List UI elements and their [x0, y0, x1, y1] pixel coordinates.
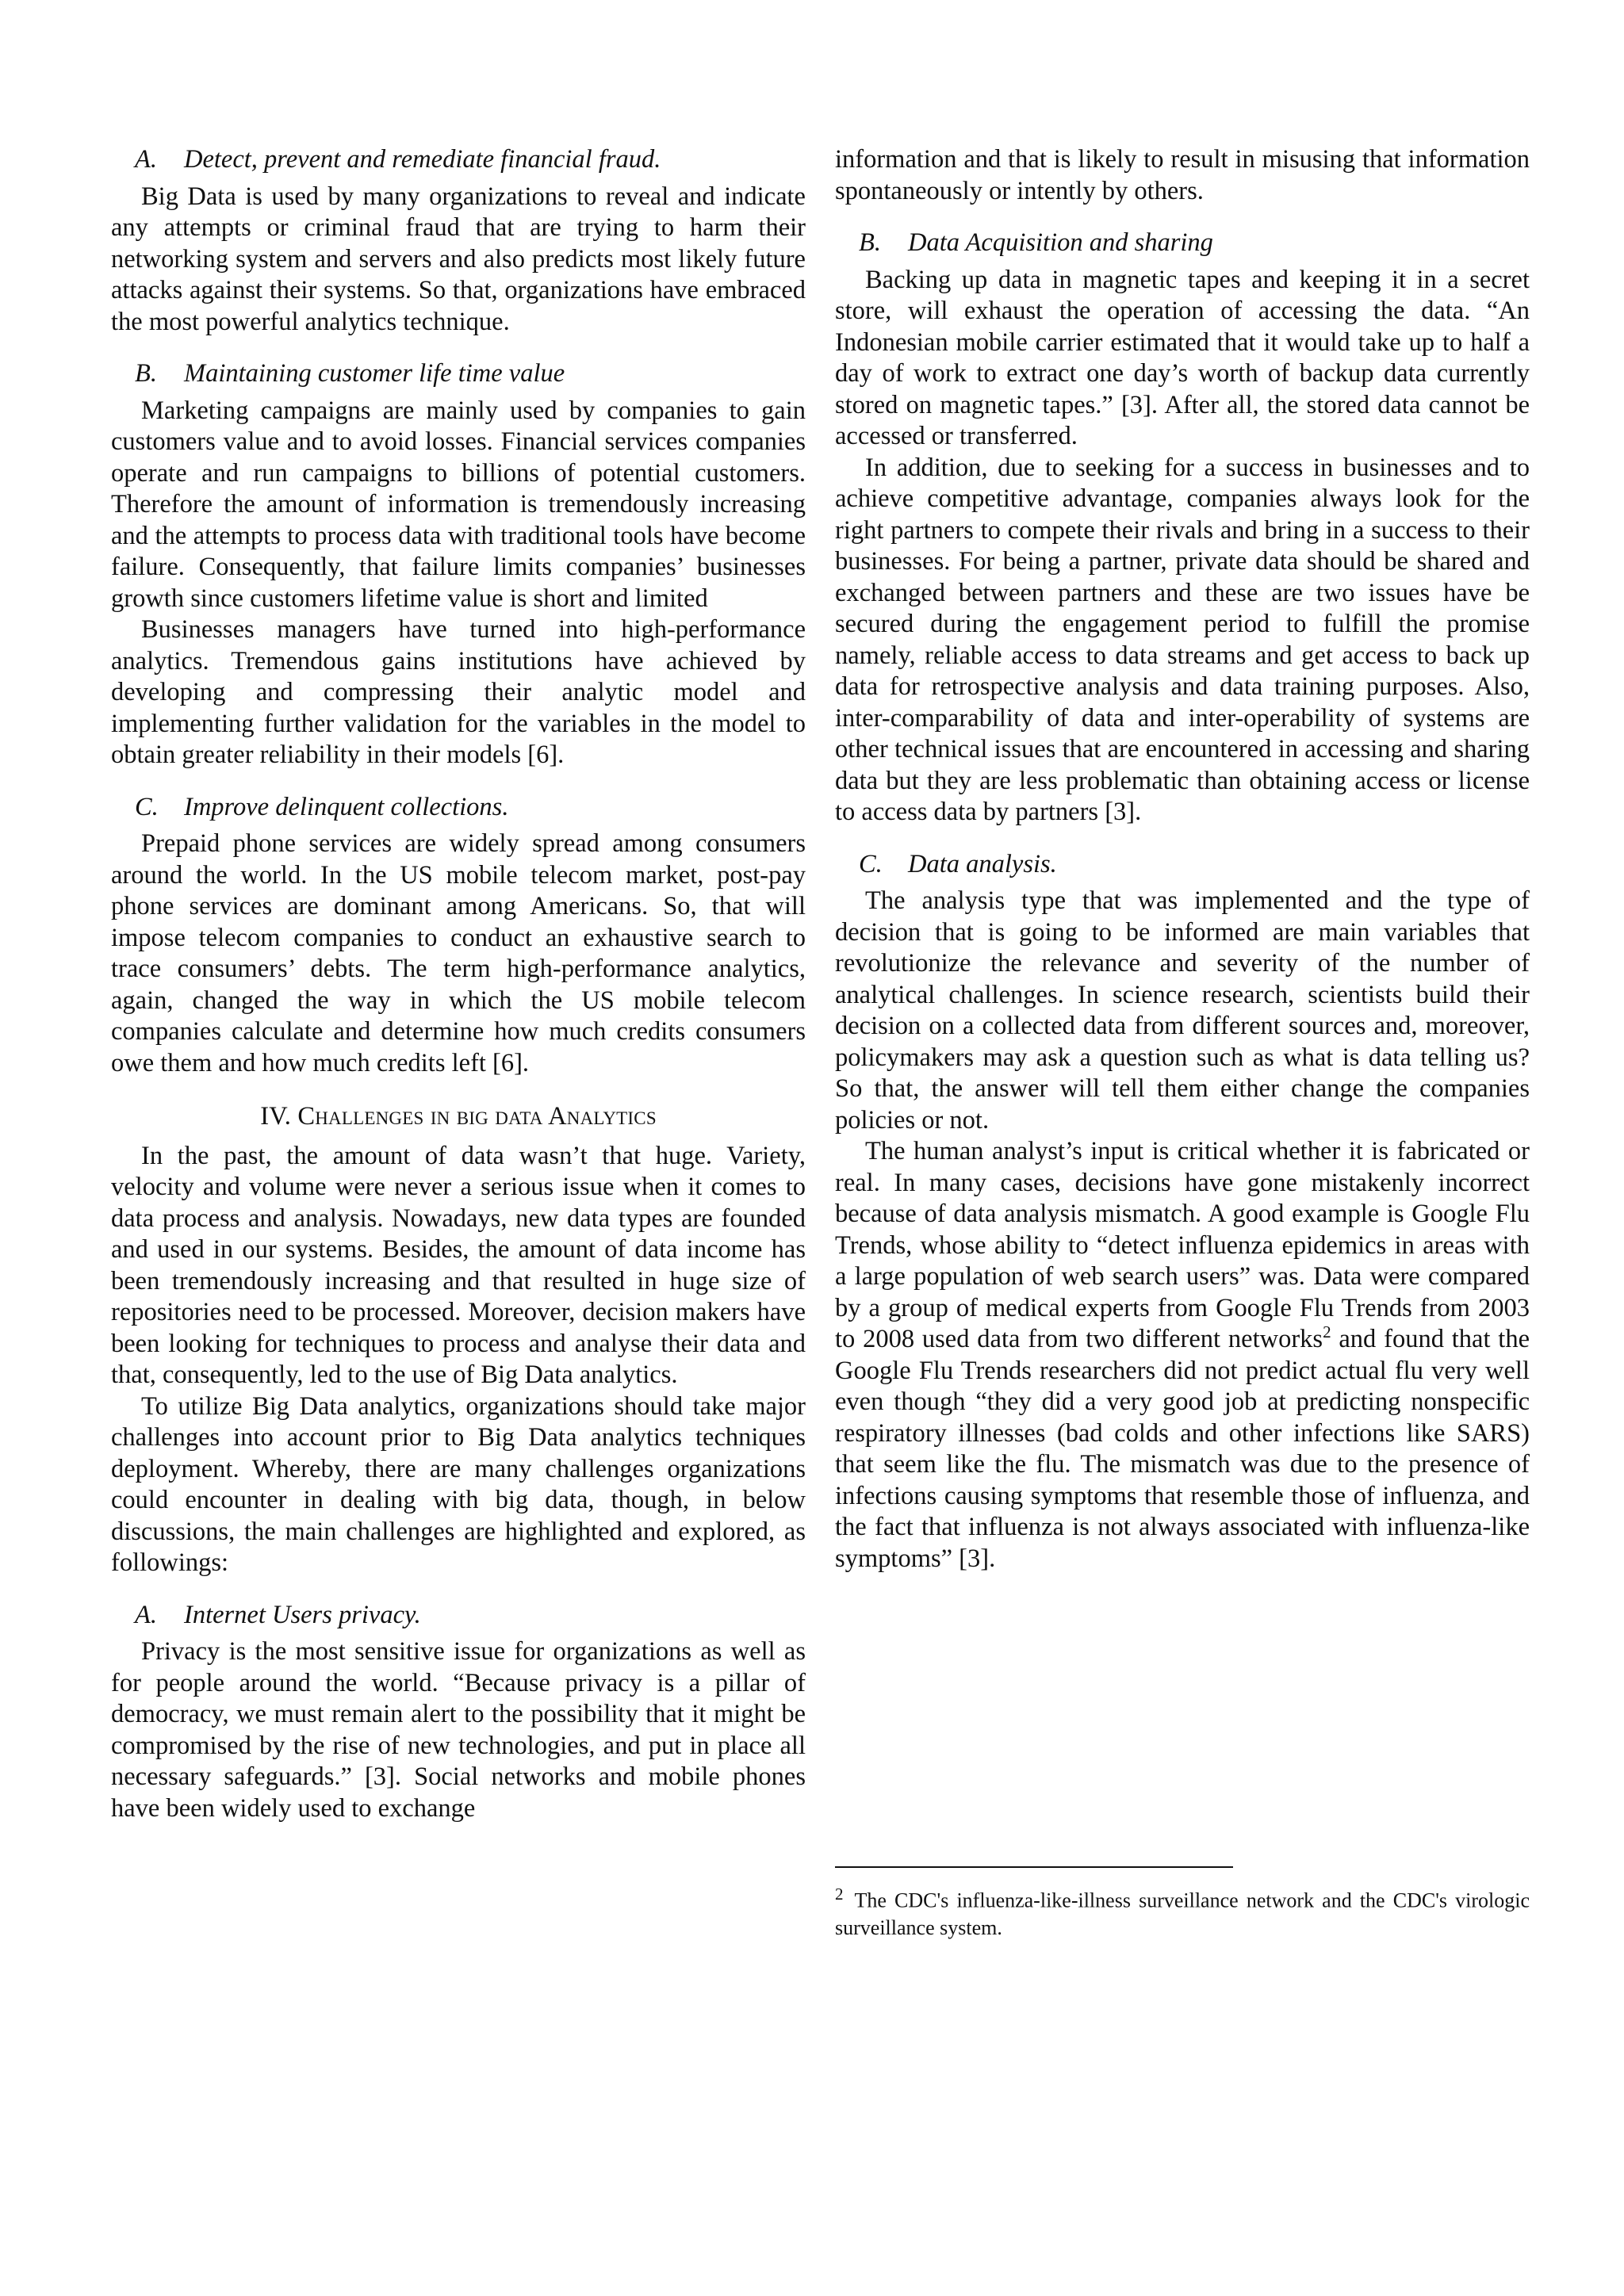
footnote — [835, 1881, 1530, 1942]
subsection-label: B. — [135, 359, 157, 388]
left-column — [111, 144, 806, 1824]
subsection-label: A. — [135, 145, 157, 174]
paragraph-continued: information and that is likely to result in misusing that information spontaneously or intently by others. — [835, 145, 1530, 205]
section-heading-challenges: IV. Challenges in big data Analytics — [260, 1102, 657, 1131]
footnote-marker: 2 — [835, 1885, 844, 1904]
subsection-title-fraud — [111, 144, 806, 176]
subsection-text: Data analysis. — [908, 849, 1057, 878]
footnote-divider — [835, 1866, 1233, 1868]
paragraph: The analysis type that was implemented and the type of decision that is going to be informed are main variables that revolutionize the relevance and severity of the number of analytical challenges. In science research, scientists build their decision on a collected data from different sources and, moreover, policymakers may ask a question such as what is data telling us? So that, the answer will tell them either change the companies policies or not. — [835, 886, 1530, 1135]
paragraph — [835, 1136, 1530, 1575]
subsection-text: Internet Users privacy. — [184, 1600, 421, 1629]
subsection-title-data-analysis — [835, 849, 1530, 881]
paragraph: In the past, the amount of data wasn’t that huge. Variety, velocity and volume were never a serious issue when it comes to data process and analysis. Nowadays, new data types are founded and used in our systems. Besides, the amount of data income has been tremendously increasing and that resulted in huge size of repositories need to be processed. Moreover, decision makers have been looking for techniques to process and analyse their data and that, consequently, led to the use of Big Data analytics. — [111, 1141, 806, 1389]
paragraph: Marketing campaigns are mainly used by companies to gain customers value and to avoid losses. Financial services companies operate and run campaigns to billions of potential customers. Therefore the amount of information is tremendously increasing and the attempts to process data with traditional tools have become failure. Consequently, that failure limits companies’ businesses growth since customers lifetime value is short and limited — [111, 396, 806, 613]
subsection-title-delinquent — [111, 792, 806, 824]
subsection-label: A. — [135, 1600, 157, 1629]
subsection-label: C. — [135, 792, 159, 821]
paragraph: Big Data is used by many organizations to reveal and indicate any attempts or criminal fraud that are trying to harm their networking system and servers and also predicts most likely future attacks against their systems. So that, organizations have embraced the most powerful analytics technique. — [111, 182, 806, 336]
subsection-title-customer-value — [111, 358, 806, 390]
paragraph: Privacy is the most sensitive issue for organizations as well as for people around the world. “Because privacy is a pillar of democracy, we must remain alert to the possibility that it might be compromised by the rise of new technologies, and put in place all necessary safeguards.” [3]. Social networks and mobile phones have been widely used to exchange — [111, 1637, 806, 1823]
paragraph: To utilize Big Data analytics, organizations should take major challenges into account prior to Big Data analytics techniques deployment. Whereby, there are many challenges organizations could encounter in dealing with big data, though, in below discussions, the main challenges are highlighted and explored, as followings: — [111, 1391, 806, 1577]
subsection-label: B. — [859, 228, 881, 257]
subsection-title-data-acquisition — [835, 228, 1530, 259]
paragraph-text: The human analyst’s input is critical whether it is fabricated or real. In many cases, decisions have gone mistakenly incorrect because of data analysis mismatch. A good example is Google Flu Trends, whose ability to “detect influenza epidemics in areas with a large population of web search users” was. Data were compared by a group of medical experts from Google Flu Trends from 2003 to 2008 used data from two different networks — [835, 1137, 1530, 1353]
subsection-label: C. — [859, 849, 883, 878]
footnote-text: The CDC's influenza-like-illness surveillance network and the CDC's virologic surveillance system. — [835, 1888, 1530, 1939]
footnote-reference: 2 — [1323, 1322, 1331, 1342]
paragraph: Prepaid phone services are widely spread among consumers around the world. In the US mobile telecom market, post-pay phone services are dominant among Americans. So, that will impose telecom companies to conduct an exhaustive search to trace consumers’ debts. The term high-performance analytics, again, changed the way in which the US mobile telecom companies calculate and determine how much credits consumers owe them and how much credits left [6]. — [111, 829, 806, 1077]
paragraph: In addition, due to seeking for a success in businesses and to achieve competitive advantage, companies always look for the right partners to compete their rivals and bring in a success to their businesses. For being a partner, private data should be shared and exchanged between partners and these are two issues have be secured during the engagement period to fulfill the promise namely, reliable access to data streams and get access to back up data for retrospective analysis and data training purposes. Also, inter-comparability of data and inter-operability of systems are other technical issues that are encountered in accessing and sharing data but they are less problematic than obtaining access or license to access data by partners [3]. — [835, 453, 1530, 826]
paragraph: Businesses managers have turned into high-performance analytics. Tremendous gains institutions have achieved by developing and compressing their analytic model and implementing further validation for the variables in the model to obtain greater reliability in their models [6]. — [111, 615, 806, 769]
right-column — [835, 144, 1530, 1575]
paragraph-text: and found that the Google Flu Trends researchers did not predict actual flu very well even though “they did a very good job at predicting nonspecific respiratory illnesses (bad colds and other infections like SARS) that seem like the flu. The mismatch was due to the presence of infections causing symptoms that resemble those of influenza, and the fact that influenza is not always associated with influenza-like symptoms” [3]. — [835, 1325, 1530, 1573]
subsection-title-privacy — [111, 1600, 806, 1632]
subsection-text: Detect, prevent and remediate financial fraud. — [184, 145, 661, 174]
paragraph: Backing up data in magnetic tapes and keeping it in a secret store, will exhaust the operation of accessing the data. “An Indonesian mobile carrier estimated that it would take up to half a day of work to extract one day’s worth of backup data currently stored on magnetic tapes.” [3]. After all, the stored data cannot be accessed or transferred. — [835, 265, 1530, 450]
subsection-text: Improve delinquent collections. — [184, 792, 509, 821]
subsection-text: Data Acquisition and sharing — [908, 228, 1213, 257]
subsection-text: Maintaining customer life time value — [184, 359, 565, 388]
